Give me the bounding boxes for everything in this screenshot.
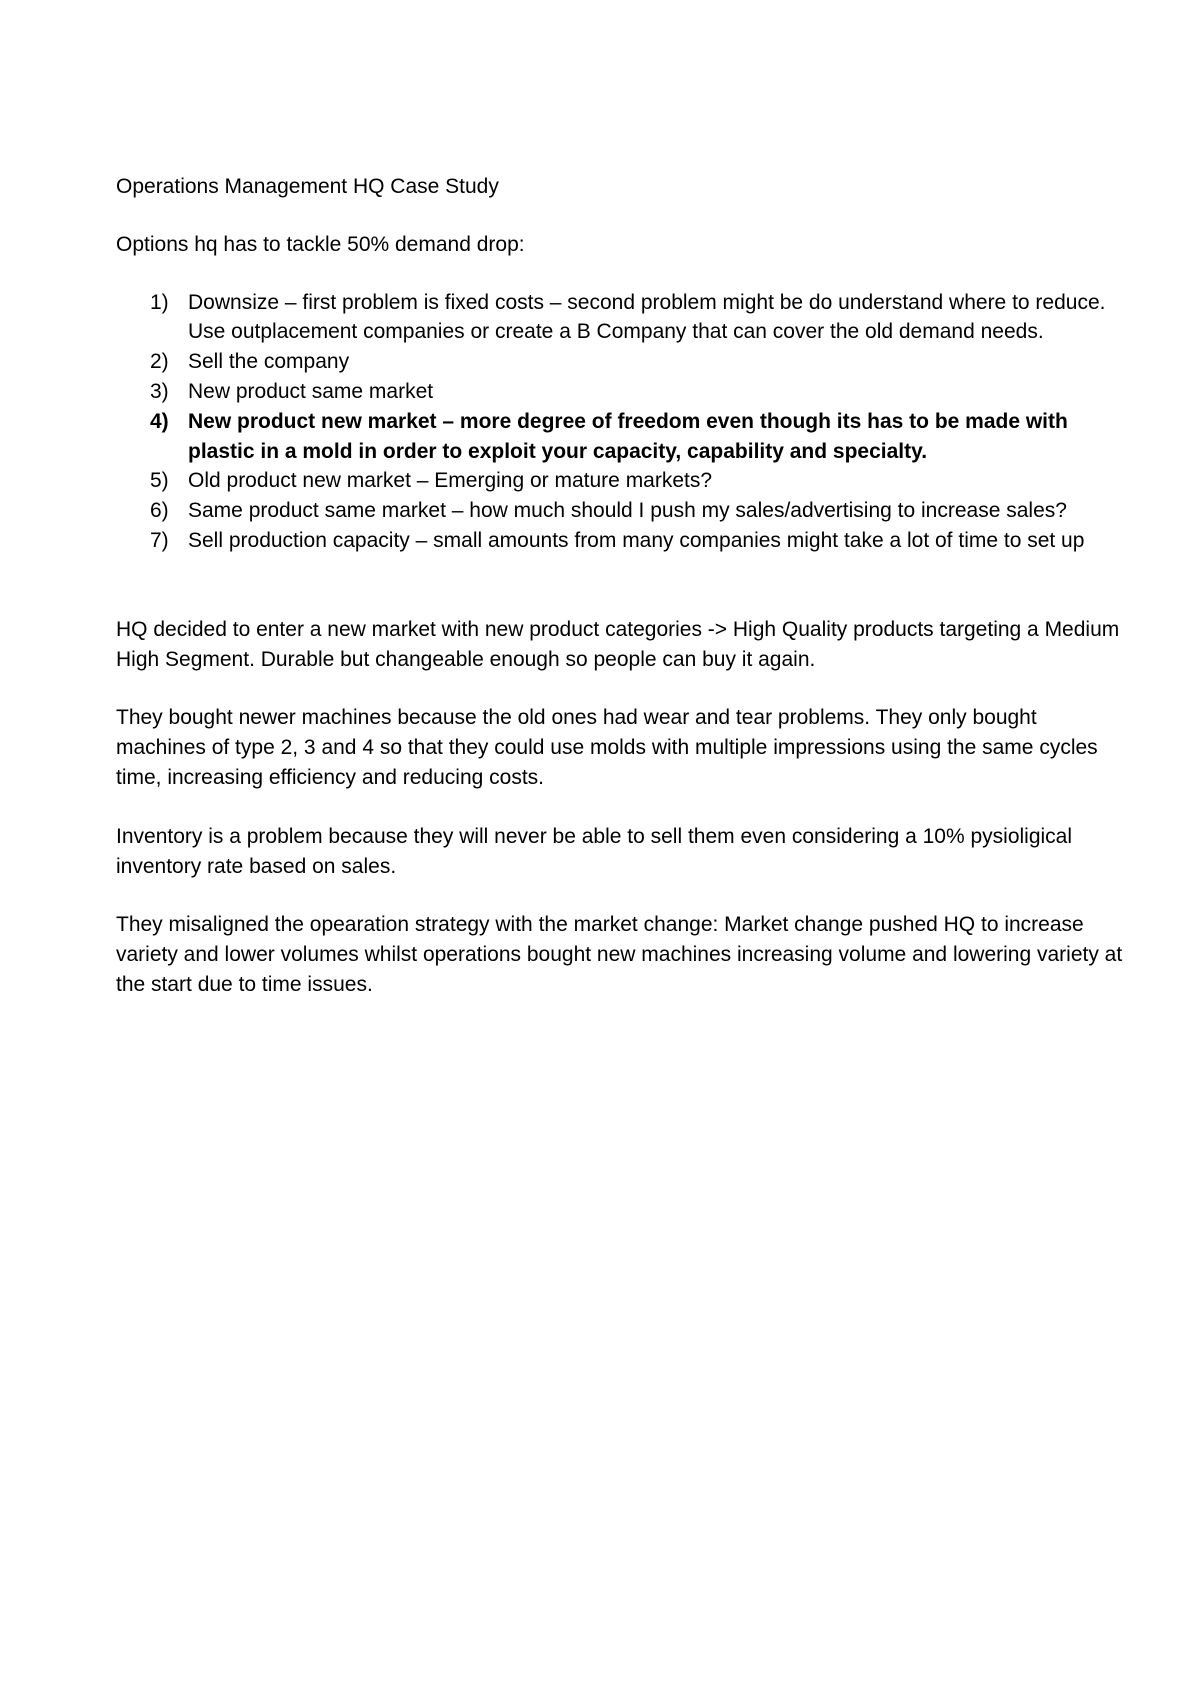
list-item-text: Downsize – first problem is fixed costs – second problem might be do understand where to reduce. Use outplacement companies or create a B Company that can cover the old demand needs.: [188, 290, 1106, 344]
list-item: [116, 288, 1126, 348]
document-title: Operations Management HQ Case Study: [116, 175, 499, 198]
list-item-number: 6): [150, 499, 169, 523]
paragraph-inventory: Inventory is a problem because they will never be able to sell them even considering a 10% pysioligical inventory rate based on sales.: [116, 824, 1073, 878]
list-item-text: New product new market – more degree of freedom even though its has to be made with plastic in a mold in order to exploit your capacity, capability and specialty.: [188, 409, 1068, 463]
options-list: [116, 288, 1126, 556]
list-item-emphasized: [116, 407, 1126, 467]
document-page: [116, 172, 1126, 1029]
list-item: [116, 466, 1126, 496]
paragraph-machines: They bought newer machines because the old ones had wear and tear problems. They only bought machines of type 2, 3 and 4 so that they could use molds with multiple impressions using the same cycles time, increasing efficiency and reducing costs.: [116, 706, 1098, 789]
list-item-number: 1): [150, 290, 169, 314]
list-item-number: 3): [150, 379, 169, 403]
options-intro: Options hq has to tackle 50% demand drop:: [116, 232, 525, 256]
list-item: [116, 347, 1126, 377]
list-item: [116, 496, 1126, 526]
list-item-text: Same product same market – how much should I push my sales/advertising to increase sales?: [188, 499, 1067, 523]
list-item-text: Old product new market – Emerging or mature markets?: [188, 469, 713, 493]
list-item-text: Sell the company: [188, 350, 350, 374]
paragraph-misalignment: They misaligned the opearation strategy with the market change: Market change pushed HQ to increase variety and lower volumes whilst operations bought new machines increasing volume and lowering variety at the start due to time issues.: [116, 913, 1123, 996]
list-item-number: 5): [150, 469, 169, 493]
section-spacer: [116, 556, 1126, 615]
list-item: [116, 377, 1126, 407]
list-item: [116, 526, 1126, 556]
list-item-number: 4): [150, 409, 169, 433]
paragraph-decision: HQ decided to enter a new market with new product categories -> High Quality products targeting a Medium High Segment. Durable but changeable enough so people can buy it again.: [116, 617, 1120, 671]
list-item-text: New product same market: [188, 379, 434, 403]
list-item-number: 7): [150, 528, 169, 552]
list-item-number: 2): [150, 350, 169, 374]
list-item-text: Sell production capacity – small amounts from many companies might take a lot of time to set up: [188, 528, 1085, 552]
